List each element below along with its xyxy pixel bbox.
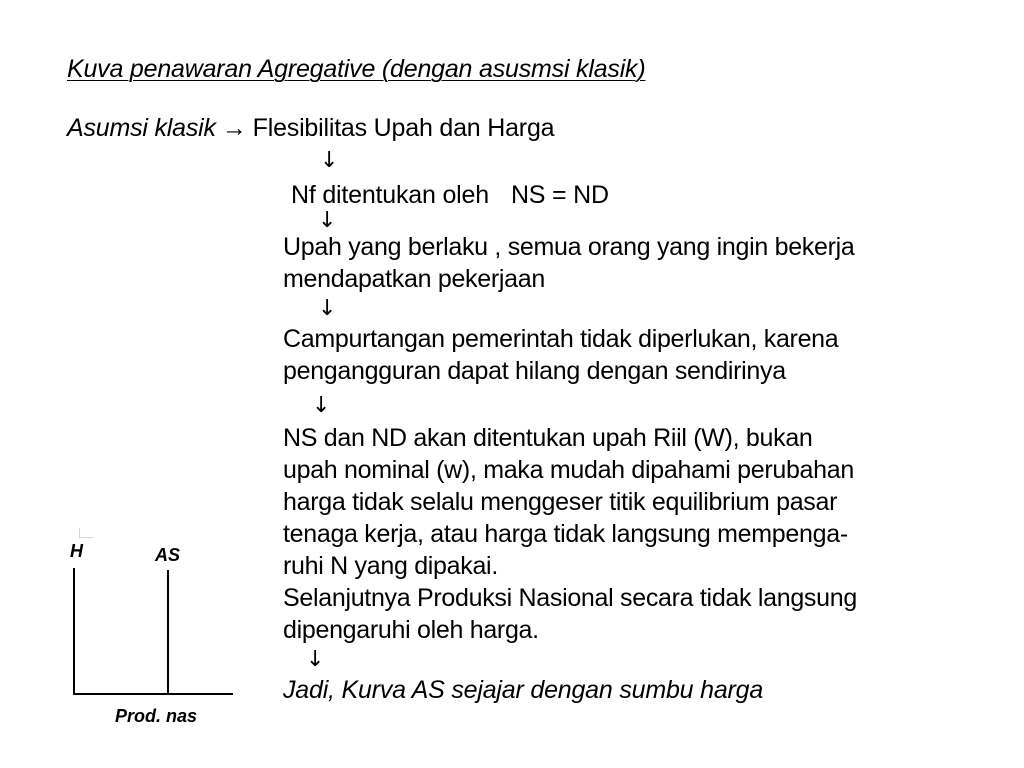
- paragraph-line: dipengaruhi oleh harga.: [283, 616, 539, 644]
- paragraph-line: harga tidak selalu menggeser titik equilibrium pasar: [283, 488, 838, 516]
- paragraph-line: pengangguran dapat hilang dengan sendirinya: [283, 357, 786, 385]
- paragraph-line: Upah yang berlaku , semua orang yang ingin bekerja: [283, 233, 855, 261]
- down-arrow-icon: ↓: [318, 208, 337, 233]
- paragraph-ns-nd: [283, 422, 857, 646]
- paragraph-campurtangan: [283, 323, 838, 387]
- assumption-line: [67, 113, 554, 143]
- nf-line-equation: NS = ND: [510, 181, 609, 209]
- paragraph-line: upah nominal (w), maka mudah dipahami perubahan: [283, 456, 854, 484]
- as-curve-line: [167, 570, 169, 694]
- graph-x-axis: [73, 693, 233, 695]
- conclusion: Jadi, Kurva AS sejajar dengan sumbu harga: [283, 676, 764, 704]
- paragraph-upah: [283, 231, 855, 295]
- graph-as-label: AS: [155, 545, 181, 565]
- paragraph-line: tenaga kerja, atau harga tidak langsung mempenga-: [283, 520, 848, 548]
- graph-y-axis: [73, 568, 75, 695]
- down-arrow-icon: ↓: [312, 393, 331, 418]
- paragraph-line: NS dan ND akan ditentukan upah Riil (W), bukan: [283, 424, 813, 452]
- paragraph-line: Campurtangan pemerintah tidak diperlukan, karena: [283, 325, 839, 353]
- nf-line-text: Nf ditentukan oleh: [291, 181, 489, 209]
- right-arrow-icon: →: [221, 114, 247, 142]
- down-arrow-icon: ↓: [318, 296, 337, 321]
- down-arrow-icon: ↓: [306, 647, 325, 672]
- assumption-text: Flesibilitas Upah dan Harga: [252, 114, 555, 142]
- paragraph-line: mendapatkan pekerjaan: [283, 265, 545, 293]
- corner-mark: [79, 528, 93, 538]
- nf-line: [291, 180, 609, 210]
- paragraph-line: Selanjutnya Produksi Nasional secara tidak langsung: [283, 584, 857, 612]
- down-arrow-icon: ↓: [320, 148, 339, 173]
- paragraph-line: ruhi N yang dipakai.: [283, 552, 498, 580]
- assumption-label: Asumsi klasik: [67, 114, 216, 142]
- graph-x-label: Prod. nas: [115, 706, 198, 726]
- page-title: Kuva penawaran Agregative (dengan asusmsi klasik): [67, 55, 646, 83]
- graph-y-label: H: [70, 541, 83, 561]
